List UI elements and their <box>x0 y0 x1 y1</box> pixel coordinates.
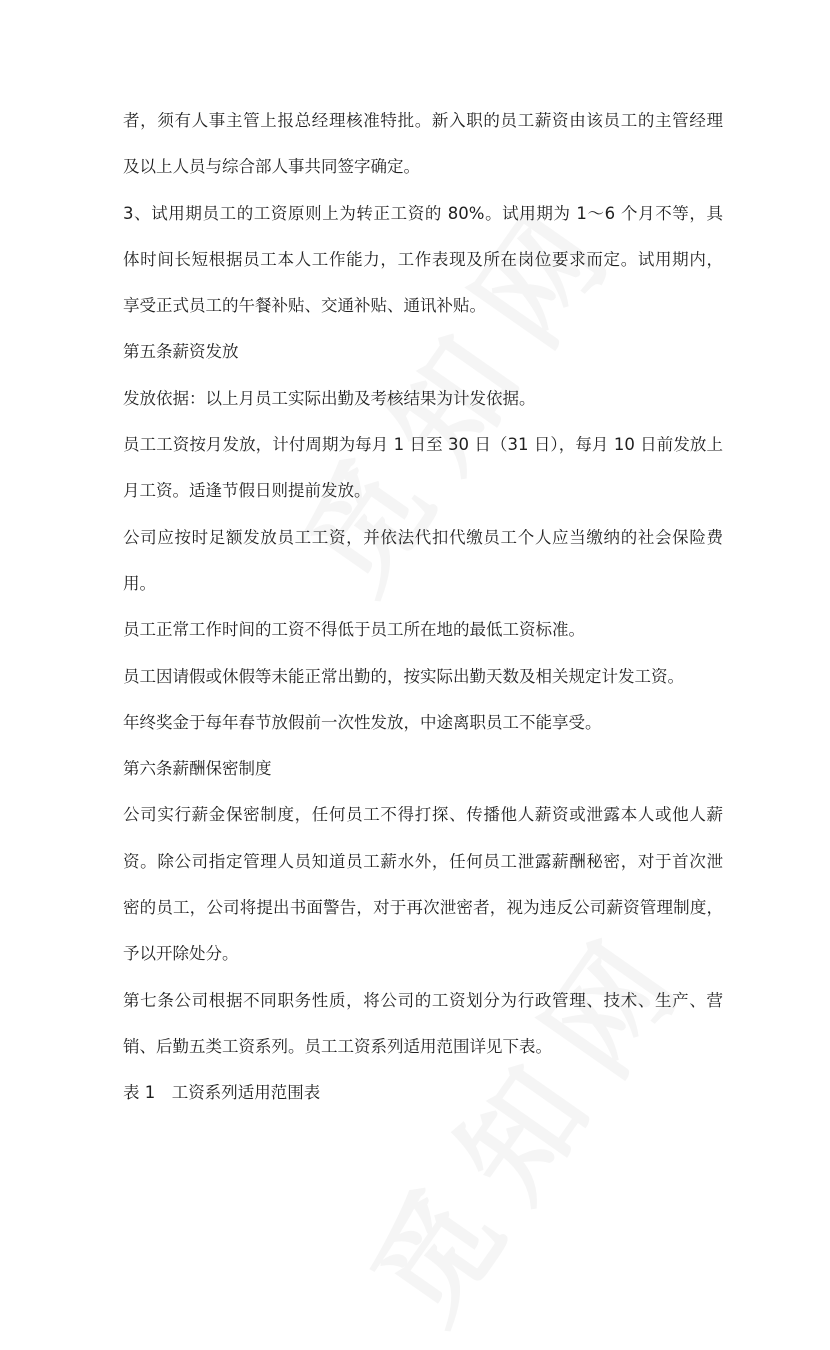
paragraph-line: 公司实行薪金保密制度，任何员工不得打探、传播他人薪资或泄露本人或他人薪 <box>123 805 723 825</box>
table-caption: 表 1 工资系列适用范围表 <box>123 1083 321 1103</box>
paragraph-line: 用。 <box>123 573 156 593</box>
paragraph-line: 及以上人员与综合部人事共同签字确定。 <box>123 157 420 177</box>
paragraph-line: 资。除公司指定管理人员知道员工薪水外，任何员工泄露薪酬秘密，对于首次泄 <box>123 851 723 871</box>
paragraph-line: 第七条公司根据不同职务性质，将公司的工资划分为行政管理、技术、生产、营 <box>123 990 723 1010</box>
paragraph-line: 员工工资按月发放，计付周期为每月 1 日至 30 日（31 日），每月 10 日前发放上 <box>123 435 723 455</box>
paragraph-line: 年终奖金于每年春节放假前一次性发放，中途离职员工不能享受。 <box>123 712 602 732</box>
paragraph-line: 3、试用期员工的工资原则上为转正工资的 80%。试用期为 1～6 个月不等，具 <box>123 203 723 223</box>
section-heading: 第六条薪酬保密制度 <box>123 759 272 779</box>
paragraph-line: 发放依据：以上月员工实际出勤及考核结果为计发依据。 <box>123 388 536 408</box>
section-heading: 第五条薪资发放 <box>123 342 239 362</box>
paragraph-line: 月工资。适逢节假日则提前发放。 <box>123 481 371 501</box>
paragraph-line: 予以开除处分。 <box>123 944 239 964</box>
document-body <box>123 98 723 1117</box>
paragraph-line: 员工因请假或休假等未能正常出勤的，按实际出勤天数及相关规定计发工资。 <box>123 666 684 686</box>
paragraph-line: 体时间长短根据员工本人工作能力，工作表现及所在岗位要求而定。试用期内， <box>123 249 723 269</box>
paragraph-line: 员工正常工作时间的工资不得低于员工所在地的最低工资标准。 <box>123 620 585 640</box>
paragraph-line: 销、后勤五类工资系列。员工工资系列适用范围详见下表。 <box>123 1036 552 1056</box>
paragraph-line: 者，须有人事主管上报总经理核准特批。新入职的员工薪资由该员工的主管经理 <box>123 111 723 130</box>
paragraph-line: 享受正式员工的午餐补贴、交通补贴、通讯补贴。 <box>123 296 486 316</box>
paragraph-line: 公司应按时足额发放员工工资，并依法代扣代缴员工个人应当缴纳的社会保险费 <box>123 527 723 547</box>
paragraph-line: 密的员工，公司将提出书面警告，对于再次泄密者，视为违反公司薪资管理制度， <box>123 898 723 918</box>
